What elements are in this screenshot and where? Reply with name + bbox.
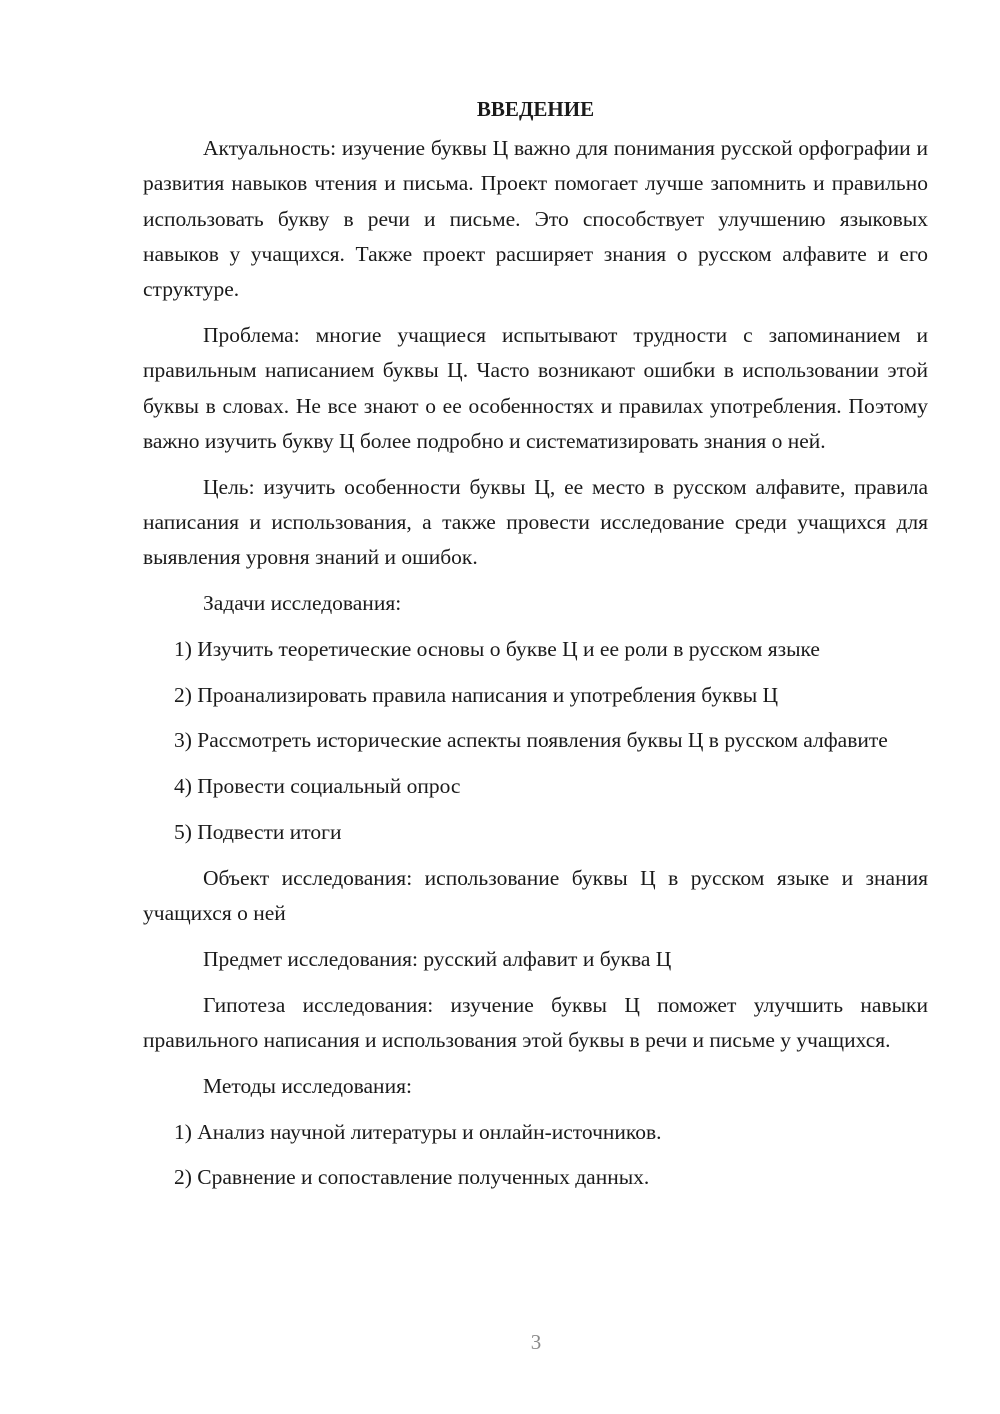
method-item: 1) Анализ научной литературы и онлайн-источников. — [174, 1119, 662, 1144]
section-title: ВВЕДЕНИЕ — [476, 97, 595, 121]
paragraph-subject: Предмет исследования: русский алфавит и буква Ц — [203, 946, 672, 971]
paragraph-object: Объект исследования: использование буквы Ц в русском языке и знания учащихся о ней — [143, 865, 928, 926]
tasks-heading: Задачи исследования: — [203, 591, 402, 616]
task-item: 5) Подвести итоги — [174, 820, 342, 845]
document-page — [143, 92, 928, 1206]
task-item: 4) Провести социальный опрос — [174, 774, 461, 799]
paragraph-relevance: Актуальность: изучение буквы Ц важно для понимания русской орфографии и развития навыков чтения и письма. Проект помогает лучше запомнить и правильно использовать букву в речи и письме. Это способствует улучшению языковых навыков у учащихся. Также проект расширяет знания о русском алфавите и его структуре. — [143, 136, 928, 302]
task-item: 2) Проанализировать правила написания и употребления буквы Ц — [174, 682, 779, 707]
page-number: 3 — [530, 1330, 542, 1354]
paragraph-hypothesis: Гипотеза исследования: изучение буквы Ц поможет улучшить навыки правильного написания и использования этой буквы в речи и письме у учащихся. — [143, 992, 928, 1053]
task-item: 1) Изучить теоретические основы о букве Ц и ее роли в русском языке — [174, 636, 820, 661]
paragraph-problem: Проблема: многие учащиеся испытывают трудности с запоминанием и правильным написанием буквы Ц. Часто возникают ошибки в использовании этой буквы в словах. Не все знают о ее особенностях и правилах употребления. Поэтому важно изучить букву Ц более подробно и систематизировать знания о ней. — [143, 322, 928, 453]
task-item: 3) Рассмотреть исторические аспекты появления буквы Ц в русском алфавите — [174, 728, 888, 753]
paragraph-goal: Цель: изучить особенности буквы Ц, ее место в русском алфавите, правила написания и использования, а также провести исследование среди учащихся для выявления уровня знаний и ошибок. — [143, 474, 928, 570]
methods-heading: Методы исследования: — [203, 1073, 412, 1098]
method-item: 2) Сравнение и сопоставление полученных данных. — [174, 1165, 650, 1190]
